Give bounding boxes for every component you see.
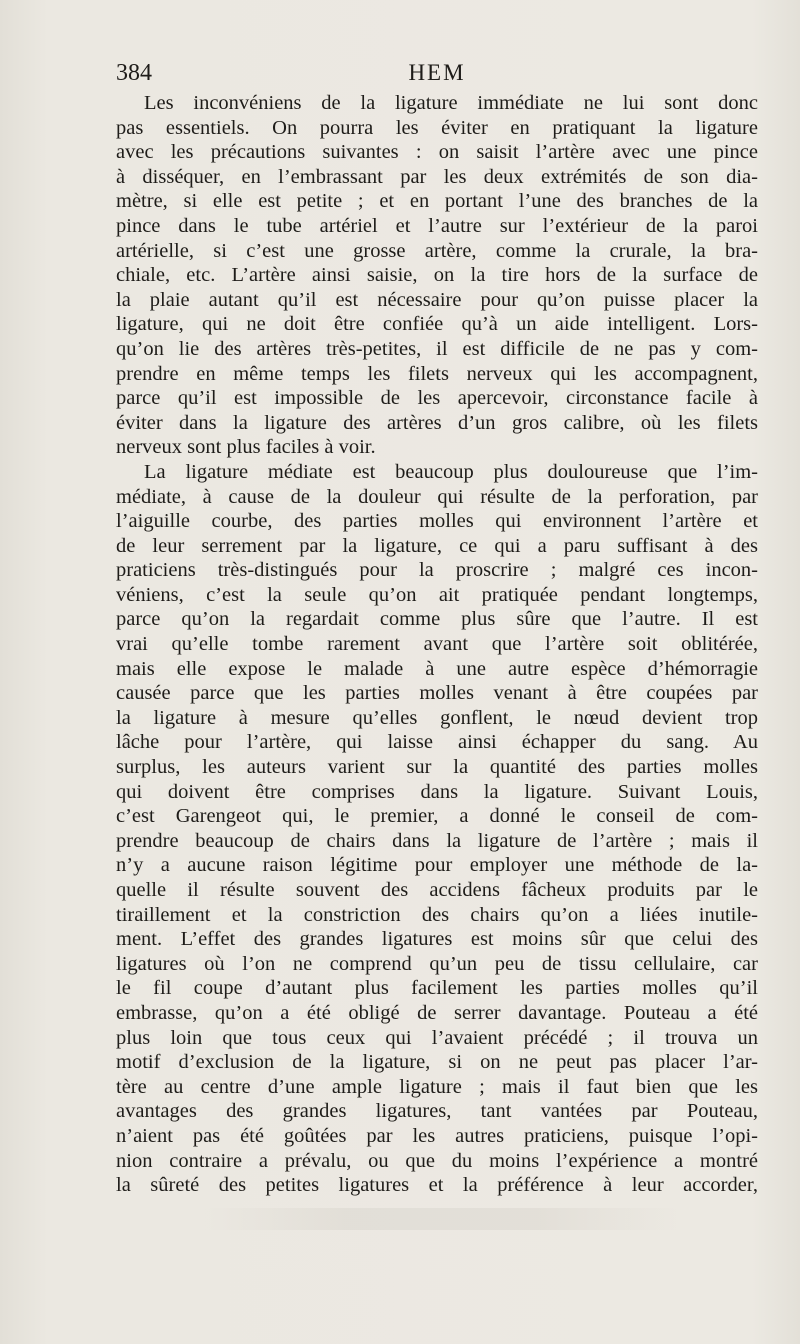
text-line: artérielle, si c’est une grosse artère, comme la crurale, la bra- (116, 239, 758, 262)
text-line: ligature, qui ne doit être confiée qu’à un aide intelligent. Lors- (116, 313, 758, 336)
text-line: la ligature à mesure qu’elles gonflent, le nœud devient trop (116, 706, 758, 729)
text-line: la plaie autant qu’il est nécessaire pour qu’on puisse placer la (116, 288, 758, 311)
running-head: HEM (408, 60, 466, 85)
text-line: embrasse, qu’on a été obligé de serrer davantage. Pouteau a été (116, 1001, 758, 1024)
text-line: tiraillement et la constriction des chairs qu’on a liées inutile- (116, 903, 758, 926)
page-number: 384 (116, 60, 152, 86)
text-line: avantages des grandes ligatures, tant vantées par Pouteau, (116, 1100, 758, 1123)
text-line: véniens, c’est la seule qu’on ait pratiquée pendant longtemps, (116, 583, 758, 606)
text-line: à disséquer, en l’embrassant par les deux extrémités de son dia- (116, 165, 758, 188)
text-line: mais elle expose le malade à une autre espèce d’hémorragie (116, 657, 758, 680)
text-line: avec les précautions suivantes : on saisit l’artère avec une pince (116, 141, 758, 164)
show-through-text (200, 1208, 680, 1230)
text-line: lâche pour l’artère, qui laisse ainsi échapper du sang. Au (116, 731, 758, 754)
text-line: nion contraire a prévalu, ou que du moins l’expérience a montré (116, 1149, 758, 1172)
text-line: praticiens très-distingués pour la proscrire ; malgré ces incon- (116, 559, 758, 582)
text-line: plus loin que tous ceux qui l’avaient précédé ; il trouva un (116, 1026, 758, 1049)
text-line: éviter dans la ligature des artères d’un gros calibre, où les filets (116, 411, 758, 434)
text-line: c’est Garengeot qui, le premier, a donné le conseil de com- (116, 805, 758, 828)
text-line: parce qu’il est impossible de les apercevoir, circonstance facile à (116, 387, 758, 410)
text-line: n’y a aucune raison légitime pour employer une méthode de la- (116, 854, 758, 877)
text-line: ligatures où l’on ne comprend qu’un peu de tissu cellulaire, car (116, 952, 758, 975)
text-line: mètre, si elle est petite ; et en portant l’une des branches de la (116, 190, 758, 213)
paragraph (116, 460, 758, 1198)
text-line: prendre en même temps les filets nerveux qui les accompagnent, (116, 362, 758, 385)
text-line: ment. L’effet des grandes ligatures est moins sûr que celui des (116, 928, 758, 951)
paragraph (116, 91, 758, 460)
text-line: qui doivent être comprises dans la ligature. Suivant Louis, (116, 780, 758, 803)
text-line: vrai qu’elle tombe rarement avant que l’artère soit oblitérée, (116, 633, 758, 656)
text-line: le fil coupe d’autant plus facilement les parties molles qu’il (116, 977, 758, 1000)
text-line: nerveux sont plus faciles à voir. (116, 436, 376, 459)
text-line: tère au centre d’une ample ligature ; mais il faut bien que les (116, 1075, 758, 1098)
text-line: quelle il résulte souvent des accidens fâcheux produits par le (116, 879, 758, 901)
text-line: motif d’exclusion de la ligature, si on ne peut pas placer l’ar- (116, 1051, 758, 1074)
text-line: la sûreté des petites ligatures et la préférence à leur accorder, (116, 1174, 758, 1197)
text-line: causée parce que les parties molles venant à être coupées par (116, 682, 758, 705)
text-line: de leur serrement par la ligature, ce qui a paru suffisant à des (116, 534, 758, 557)
body-text (116, 91, 758, 1198)
text-line: parce qu’on la regardait comme plus sûre que l’autre. Il est (116, 608, 758, 631)
text-line: l’aiguille courbe, des parties molles qui environnent l’artère et (116, 510, 758, 533)
text-line: prendre beaucoup de chairs dans la ligature de l’artère ; mais il (116, 829, 758, 852)
page-header (116, 60, 758, 90)
text-line: La ligature médiate est beaucoup plus douloureuse que l’im- (144, 460, 758, 483)
text-line: surplus, les auteurs varient sur la quantité des parties molles (116, 756, 758, 779)
text-line: Les inconvéniens de la ligature immédiate ne lui sont donc (144, 92, 758, 114)
text-line: pas essentiels. On pourra les éviter en pratiquant la ligature (116, 116, 758, 139)
text-line: qu’on lie des artères très-petites, il est difficile de ne pas y com- (116, 337, 758, 360)
text-line: pince dans le tube artériel et l’autre sur l’extérieur de la paroi (116, 214, 758, 237)
text-line: médiate, à cause de la douleur qui résulte de la perforation, par (116, 485, 758, 508)
text-line: n’aient pas été goûtées par les autres praticiens, puisque l’opi- (116, 1124, 758, 1147)
text-line: chiale, etc. L’artère ainsi saisie, on la tire hors de la surface de (116, 264, 758, 287)
